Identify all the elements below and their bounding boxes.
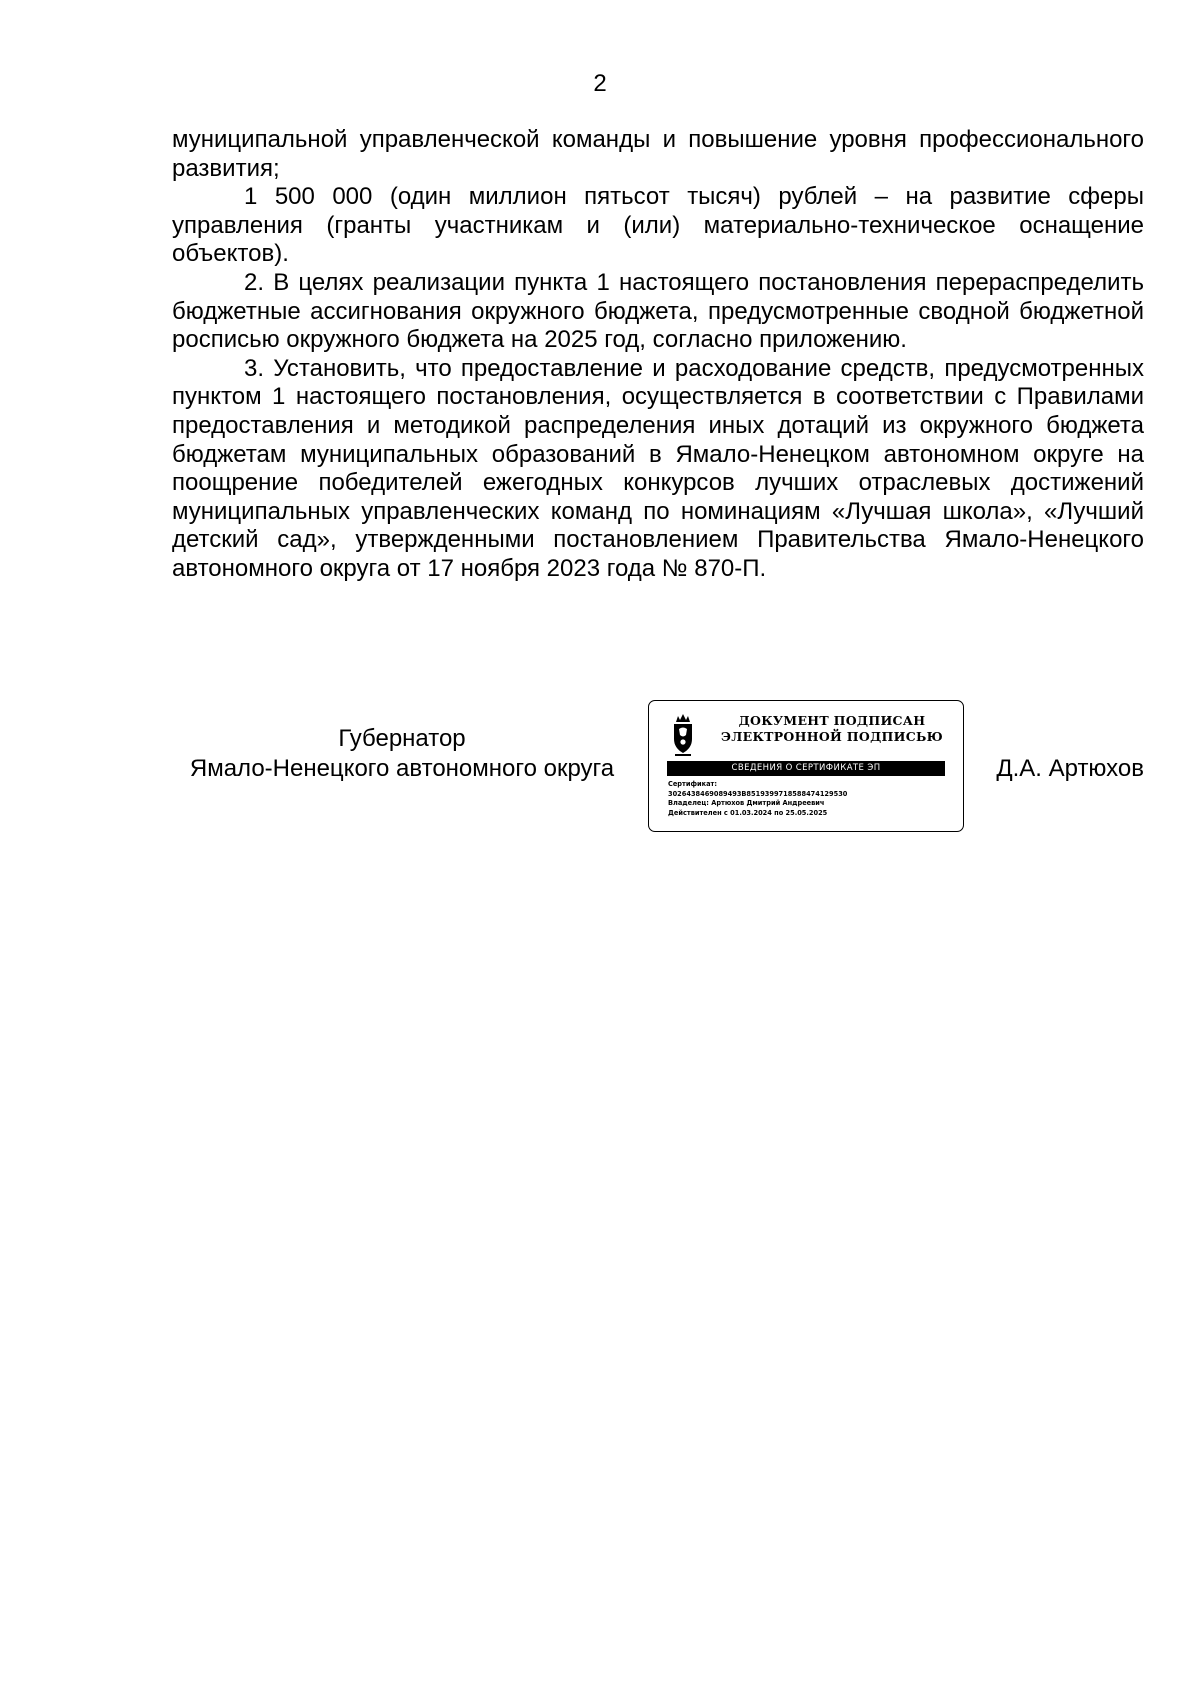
certificate-number: 3026438469089493B8519399718588474129530 [668,789,848,798]
certificate-label: Сертификат: [668,780,718,788]
stamp-title-line2: ЭЛЕКТРОННОЙ ПОДПИСЬЮ [721,729,943,744]
signatory-name: Д.А. Артюхов [996,755,1144,782]
signatory-title: Губернатор [338,725,466,752]
page-number: 2 [593,70,607,97]
electronic-signature-stamp [648,700,964,832]
certificate-owner: Владелец: Артюхов Дмитрий Андреевич [668,799,825,808]
signatory-region: Ямало-Ненецкого автономного округа [189,755,615,782]
certificate-info-bar: СВЕДЕНИЯ О СЕРТИФИКАТЕ ЭП [667,761,945,776]
signatory-position [172,724,632,784]
stamp-title-line1: ДОКУМЕНТ ПОДПИСАН [738,713,926,728]
signature-block [172,700,1144,840]
paragraph-amount: 1 500 000 (один миллион пятьсот тысяч) рублей – на развитие сферы управления (гранты участникам и (или) материально-техническое оснащение объектов). [172,183,1144,268]
document-body [172,126,1144,584]
coat-of-arms-icon [669,713,697,757]
paragraph-item-3: 3. Установить, что предоставление и расходование средств, предусмотренных пунктом 1 настоящего постановления, осуществляется в соответствии с Правилами предоставления и методикой распределения иных дотаций из окружного бюджета бюджетам муниципальных образований в Ямало-Ненецком автономном округе на поощрение победителей ежегодных конкурсов лучших отраслевых достижений муниципальных управленческих команд по номинациям «Лучшая школа», «Лучший детский сад», утвержденными постановлением Правительства Ямало-Ненецкого автономного округа от 17 ноября 2023 года № 870-П. [172,354,1144,582]
certificate-details [668,780,958,818]
stamp-title [707,713,957,745]
certificate-validity: Действителен с 01.03.2024 по 25.05.2025 [668,808,828,817]
paragraph-item-2: 2. В целях реализации пункта 1 настоящего постановления перераспределить бюджетные ассигнования окружного бюджета, предусмотренные сводной бюджетной росписью окружного бюджета на 2025 год, согласно приложению. [172,268,1144,354]
paragraph-continuation: муниципальной управленческой команды и повышение уровня профессионального развития; [172,126,1144,182]
